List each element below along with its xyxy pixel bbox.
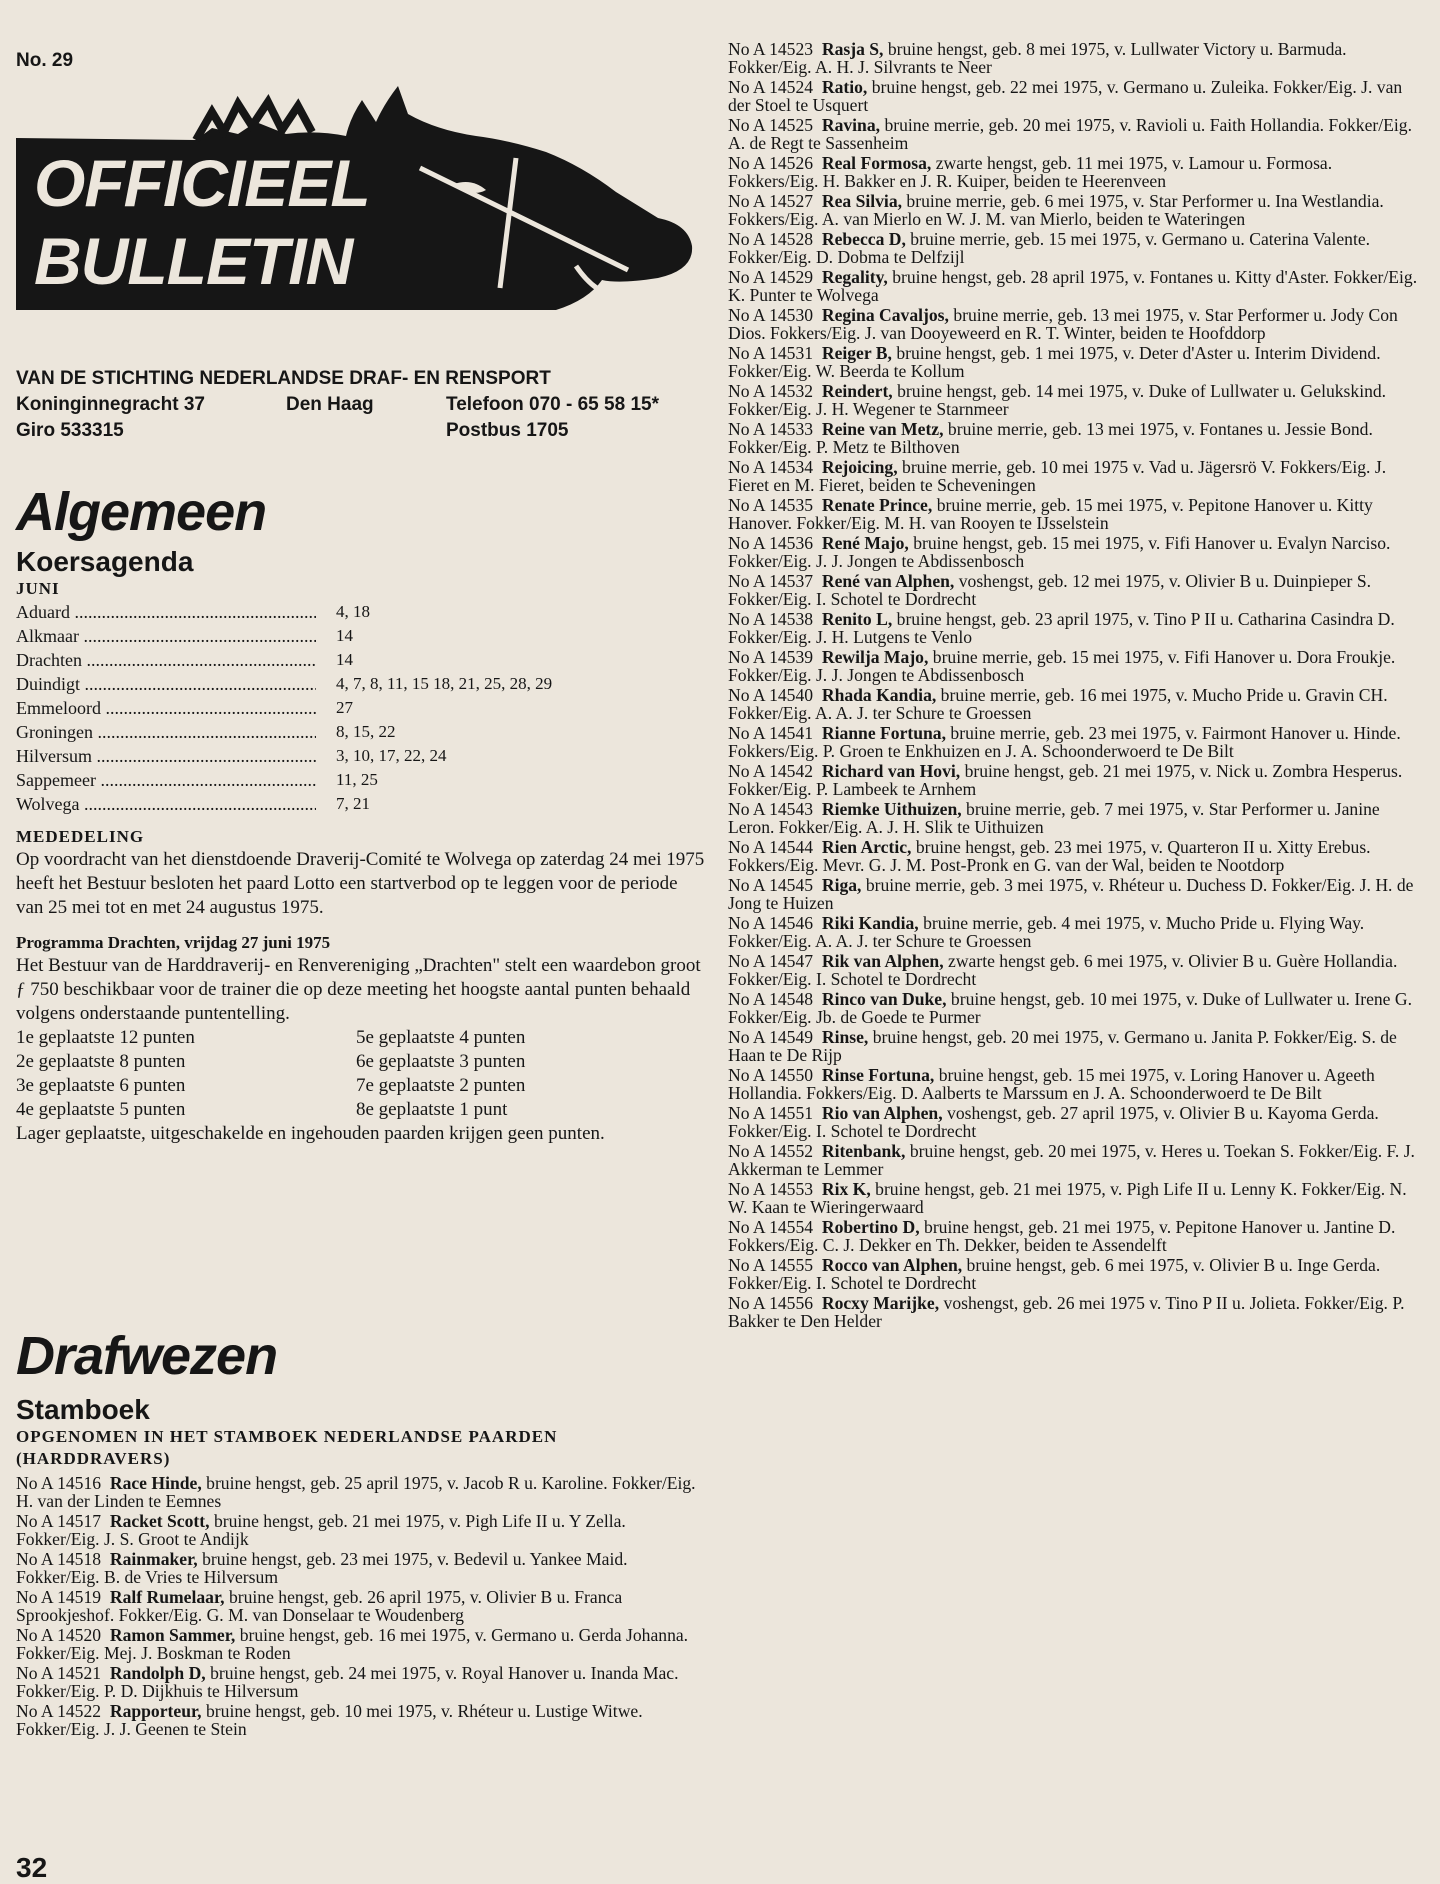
list-item: [728, 648, 1422, 684]
horse-name: Rinco van Duke,: [821, 989, 947, 1009]
entry-text: bruine hengst, geb. 24 mei 1975, v. Royal Hanover u. Inanda Mac. Fokker/Eig. P. D. Dijkhuis te Hilversum: [16, 1663, 679, 1701]
list-item: [728, 154, 1422, 190]
entry-text: bruine hengst, geb. 16 mei 1975, v. Germano u. Gerda Johanna. Fokker/Eig. Mej. J. Boskman te Roden: [16, 1625, 689, 1663]
list-item: [16, 1626, 706, 1662]
horse-name: Rix K,: [821, 1179, 871, 1199]
entry-text: bruine hengst, geb. 25 april 1975, v. Jacob R u. Karoline. Fokker/Eig. H. van der Linden te Eemnes: [16, 1473, 696, 1511]
entry-text: bruine merrie, geb. 4 mei 1975, v. Mucho Pride u. Flying Way. Fokker/Eig. A. A. J. ter Schure te Groessen: [728, 913, 1365, 951]
entry-text: zwarte hengst, geb. 11 mei 1975, v. Lamour u. Formosa. Fokkers/Eig. H. Bakker en J. R. Kuiper, beiden te Heerenveen: [728, 153, 1333, 191]
entry-text: bruine merrie, geb. 15 mei 1975, v. Germano u. Caterina Valente. Fokker/Eig. D. Dobma te Delfzijl: [728, 229, 1371, 267]
entry-number: No A 14550: [728, 1065, 814, 1085]
horse-name: Racket Scott,: [109, 1511, 210, 1531]
entry-text: bruine merrie, geb. 15 mei 1975, v. Pepitone Hanover u. Kitty Hanover. Fokker/Eig. M. H. van Rooyen te IJsselstein: [728, 495, 1373, 533]
entry-text: bruine hengst, geb. 26 april 1975, v. Olivier B u. Franca Sprookjeshof. Fokker/Eig. G. M. van Donselaar te Woudenberg: [16, 1587, 623, 1625]
horse-name: Renito L,: [821, 609, 893, 629]
entry-number: No A 14521: [16, 1663, 102, 1683]
postbox: Postbus 1705: [446, 420, 569, 441]
drafwezen-section: [16, 1326, 706, 1740]
list-item: [16, 1512, 706, 1548]
left-entry-list: [16, 1474, 706, 1738]
mededeling-heading: MEDEDELING: [16, 827, 145, 846]
entry-text: bruine hengst, geb. 23 mei 1975, v. Bedevil u. Yankee Maid. Fokker/Eig. B. de Vries te Hilversum: [16, 1549, 628, 1587]
horse-name: Rapporteur,: [109, 1701, 202, 1721]
entry-number: No A 14542: [728, 761, 814, 781]
list-item: [728, 1142, 1422, 1178]
entry-number: No A 14551: [728, 1103, 814, 1123]
list-item: [728, 1294, 1422, 1330]
bulletin-logo: [16, 74, 696, 370]
entry-number: No A 14523: [728, 39, 814, 59]
entry-number: No A 14548: [728, 989, 814, 1009]
stamboek-subtitle: OPGENOMEN IN HET STAMBOEK NEDERLANDSE PAARDEN (HARDDRAVERS): [16, 1427, 558, 1468]
horse-name: Regina Cavaljos,: [821, 305, 949, 325]
entry-text: bruine hengst, geb. 8 mei 1975, v. Lullwater Victory u. Barmuda. Fokker/Eig. A. H. J. Silvrants te Neer: [728, 39, 1347, 77]
entry-text: bruine hengst, geb. 22 mei 1975, v. Germano u. Zuleika. Fokker/Eig. J. van der Stoel te Usquert: [728, 77, 1403, 115]
entry-number: No A 14553: [728, 1179, 814, 1199]
list-item: [728, 1218, 1422, 1254]
logo-line1: OFFICIEEL: [34, 146, 370, 220]
entry-text: bruine hengst, geb. 15 mei 1975, v. Loring Hanover u. Ageeth Hollandia. Fokkers/Eig. D. Aalberts te Marssum en J. A. Schoonderwoerd te De Bilt: [728, 1065, 1375, 1103]
right-entry-list: [728, 40, 1422, 1332]
agenda-row: Duindigt ..... 4, 7, 8, 11, 15 18, 21, 25, 28, 29: [16, 672, 706, 696]
issue-number: No. 29: [16, 50, 74, 71]
list-item: [16, 1474, 706, 1510]
entry-number: No A 14531: [728, 343, 814, 363]
horse-name: Rainmaker,: [109, 1549, 198, 1569]
algemeen-heading: Algemeen: [16, 482, 267, 542]
entry-text: voshengst, geb. 26 mei 1975 v. Tino P II u. Jolieta. Fokker/Eig. P. Bakker te Den Helder: [728, 1293, 1405, 1331]
list-item: [728, 306, 1422, 342]
list-item: [16, 1588, 706, 1624]
list-item: [728, 40, 1422, 76]
points-cell: 8e geplaatste 1 punt: [356, 1099, 508, 1120]
entry-number: No A 14524: [728, 77, 814, 97]
horse-name: Rasja S,: [821, 39, 884, 59]
algemeen-section: [16, 482, 706, 1146]
entry-number: No A 14547: [728, 951, 814, 971]
horse-name: Rio van Alphen,: [821, 1103, 943, 1123]
horse-name: Rebecca D,: [821, 229, 906, 249]
entry-text: bruine hengst, geb. 21 mei 1975, v. Pepitone Hanover u. Jantine D. Fokkers/Eig. C. J. Dekker en Th. Dekker, beiden te Assendelft: [728, 1217, 1396, 1255]
entry-text: bruine merrie, geb. 13 mei 1975, v. Star Performer u. Jody Con Dios. Fokkers/Eig. J. van Dooyeweerd en R. T. Winter, beiden te Hoofddorp: [728, 305, 1398, 343]
list-item: [728, 230, 1422, 266]
entry-number: No A 14538: [728, 609, 814, 629]
entry-number: No A 14518: [16, 1549, 102, 1569]
entry-text: bruine hengst, geb. 28 april 1975, v. Fontanes u. Kitty d'Aster. Fokker/Eig. K. Punter te Wolvega: [728, 267, 1418, 305]
horse-name: Rik van Alphen,: [821, 951, 944, 971]
stamboek-heading: Stamboek: [16, 1394, 150, 1425]
programma-heading: Programma Drachten, vrijdag 27 juni 1975: [16, 933, 331, 952]
mededeling-text: Op voordracht van het dienstdoende Draverij-Comité te Wolvega op zaterdag 24 mei 1975 heeft het Bestuur besloten het paard Lotto een startverbod op te leggen voor de periode van 25 mei tot en met 24 augustus 1975.: [16, 849, 705, 918]
horse-name: Real Formosa,: [821, 153, 932, 173]
list-item: [728, 610, 1422, 646]
list-item: [728, 914, 1422, 950]
entry-number: No A 14522: [16, 1701, 102, 1721]
entry-text: bruine hengst, geb. 20 mei 1975, v. Germano u. Janita P. Fokker/Eig. S. de Haan te De Rijp: [728, 1027, 1397, 1065]
list-item: [728, 1028, 1422, 1064]
entry-text: bruine merrie, geb. 23 mei 1975, v. Fairmont Hanover u. Hinde. Fokkers/Eig. P. Groen te Enkhuizen en J. A. Schoonderwoerd te De Bilt: [728, 723, 1401, 761]
horse-name: Reiger B,: [821, 343, 892, 363]
horse-name: René Majo,: [821, 533, 909, 553]
horse-name: Rianne Fortuna,: [821, 723, 947, 743]
list-item: [728, 1066, 1422, 1102]
agenda-row: Hilversum ..... 3, 10, 17, 22, 24: [16, 744, 706, 768]
list-item: [728, 458, 1422, 494]
entry-text: bruine merrie, geb. 10 mei 1975 v. Vad u. Jägersrö V. Fokkers/Eig. J. Fieret en M. Fieret, beiden te Scheveningen: [728, 457, 1387, 495]
horse-name: Renate Prince,: [821, 495, 933, 515]
entry-number: No A 14529: [728, 267, 814, 287]
entry-text: bruine hengst, geb. 21 mei 1975, v. Pigh Life II u. Y Zella. Fokker/Eig. J. S. Groot te Andijk: [16, 1511, 626, 1549]
entry-text: bruine merrie, geb. 3 mei 1975, v. Rhéteur u. Duchess D. Fokker/Eig. J. H. de Jong te Huizen: [728, 875, 1414, 913]
entry-number: No A 14541: [728, 723, 814, 743]
list-item: [16, 1702, 706, 1738]
list-item: [16, 1664, 706, 1700]
agenda-row: Alkmaar ..... 14: [16, 624, 706, 648]
list-item: [16, 1550, 706, 1586]
points-cell: 6e geplaatste 3 punten: [356, 1051, 526, 1072]
page-number: 32: [16, 1852, 48, 1883]
horse-name: Rhada Kandia,: [821, 685, 937, 705]
entry-number: No A 14552: [728, 1141, 814, 1161]
logo-line2: BULLETIN: [34, 224, 353, 298]
entry-text: bruine hengst, geb. 23 april 1975, v. Tino P II u. Catharina Casindra D. Fokker/Eig. J. H. Lutgens te Venlo: [728, 609, 1395, 647]
agenda-row: Aduard ..... 4, 18: [16, 600, 706, 624]
entry-text: bruine hengst, geb. 23 mei 1975, v. Quarteron II u. Xitty Erebus. Fokkers/Eig. Mevr. G. J. M. Post-Pronk en G. van der Wal, beiden te Nootdorp: [728, 837, 1371, 875]
entry-text: zwarte hengst geb. 6 mei 1975, v. Olivier B u. Guère Hollandia. Fokker/Eig. I. Schotel te Dordrecht: [728, 951, 1398, 989]
points-note: Lager geplaatste, uitgeschakelde en ingehouden paarden krijgen geen punten.: [16, 1123, 605, 1144]
entry-text: bruine hengst, geb. 10 mei 1975, v. Rhéteur u. Lustige Witwe. Fokker/Eig. J. J. Geenen te Stein: [16, 1701, 643, 1739]
entry-text: bruine merrie, geb. 6 mei 1975, v. Star Performer u. Ina Westlandia. Fokkers/Eig. A. van Mierlo en W. J. M. van Mierlo, beiden te Wateringen: [728, 191, 1384, 229]
entry-text: bruine hengst, geb. 10 mei 1975, v. Duke of Lullwater u. Irene G. Fokker/Eig. Jb. de Goede te Purmer: [728, 989, 1412, 1027]
list-item: [728, 1256, 1422, 1292]
agenda-row: Drachten ..... 14: [16, 648, 706, 672]
entry-number: No A 14525: [728, 115, 814, 135]
entry-number: No A 14520: [16, 1625, 102, 1645]
giro: Giro 533315: [16, 420, 124, 441]
points-cell: 2e geplaatste 8 punten: [16, 1051, 186, 1072]
entry-number: No A 14526: [728, 153, 814, 173]
list-item: [728, 78, 1422, 114]
city: Den Haag: [286, 394, 374, 415]
horse-name: Rea Silvia,: [821, 191, 903, 211]
org-name: VAN DE STICHTING NEDERLANDSE DRAF- EN RENSPORT: [16, 368, 551, 389]
entry-text: bruine merrie, geb. 15 mei 1975, v. Fifi Hanover u. Dora Froukje. Fokker/Eig. J. J. Jongen te Abdissenbosch: [728, 647, 1396, 685]
entry-text: bruine merrie, geb. 13 mei 1975, v. Fontanes u. Jessie Bond. Fokker/Eig. P. Metz te Bilthoven: [728, 419, 1373, 457]
list-item: [728, 344, 1422, 380]
entry-number: No A 14533: [728, 419, 814, 439]
entry-text: bruine hengst, geb. 21 mei 1975, v. Nick u. Zombra Hesperus. Fokker/Eig. P. Lambeek te Arnhem: [728, 761, 1403, 799]
entry-number: No A 14537: [728, 571, 814, 591]
list-item: [728, 496, 1422, 532]
horse-name: Rewilja Majo,: [821, 647, 929, 667]
horse-name: Ralf Rumelaar,: [109, 1587, 225, 1607]
entry-text: bruine hengst, geb. 21 mei 1975, v. Pigh Life II u. Lenny K. Fokker/Eig. N. W. Kaan te Wieringerwaard: [728, 1179, 1407, 1217]
horse-name: Ritenbank,: [821, 1141, 906, 1161]
entry-number: No A 14545: [728, 875, 814, 895]
entry-text: bruine hengst, geb. 15 mei 1975, v. Fifi Hanover u. Evalyn Narciso. Fokker/Eig. J. J. Jongen te Abdissenbosch: [728, 533, 1391, 571]
koersagenda-heading: Koersagenda: [16, 546, 194, 577]
entry-text: voshengst, geb. 12 mei 1975, v. Olivier B u. Duinpieper S. Fokker/Eig. I. Schotel te Dordrecht: [728, 571, 1372, 609]
list-item: [728, 534, 1422, 570]
points-cell: 5e geplaatste 4 punten: [356, 1027, 526, 1048]
entry-number: No A 14517: [16, 1511, 102, 1531]
horse-name: Riki Kandia,: [821, 913, 919, 933]
points-cell: 1e geplaatste 12 punten: [16, 1027, 195, 1048]
entry-number: No A 14539: [728, 647, 814, 667]
entry-text: bruine hengst, geb. 6 mei 1975, v. Olivier B u. Inge Gerda. Fokker/Eig. I. Schotel te Dordrecht: [728, 1255, 1381, 1293]
entry-number: No A 14532: [728, 381, 814, 401]
list-item: [728, 990, 1422, 1026]
entry-text: bruine merrie, geb. 7 mei 1975, v. Star Performer u. Janine Leron. Fokker/Eig. A. J. H. Slik te Uithuizen: [728, 799, 1380, 837]
entry-number: No A 14516: [16, 1473, 102, 1493]
list-item: [728, 192, 1422, 228]
horse-name: Ravina,: [821, 115, 881, 135]
agenda-row: Emmeloord ..... 27: [16, 696, 706, 720]
entry-number: No A 14549: [728, 1027, 814, 1047]
list-item: [728, 800, 1422, 836]
entry-text: bruine hengst, geb. 14 mei 1975, v. Duke of Lullwater u. Gelukskind. Fokker/Eig. J. H. Wegener te Starnmeer: [728, 381, 1387, 419]
horse-name: Reindert,: [821, 381, 893, 401]
list-item: [728, 572, 1422, 608]
entry-number: No A 14530: [728, 305, 814, 325]
entry-number: No A 14556: [728, 1293, 814, 1313]
masthead: [16, 366, 706, 444]
entry-number: No A 14555: [728, 1255, 814, 1275]
points-cell: 7e geplaatste 2 punten: [356, 1075, 526, 1096]
horse-name: Rocxy Marijke,: [821, 1293, 940, 1313]
agenda-row: Wolvega ..... 7, 21: [16, 792, 706, 816]
entry-number: No A 14528: [728, 229, 814, 249]
agenda-list: [16, 600, 706, 816]
list-item: [728, 1180, 1422, 1216]
list-item: [728, 268, 1422, 304]
entry-text: bruine merrie, geb. 16 mei 1975, v. Mucho Pride u. Gravin CH. Fokker/Eig. A. A. J. ter Schure te Groessen: [728, 685, 1388, 723]
entry-number: No A 14554: [728, 1217, 814, 1237]
agenda-row: Groningen ..... 8, 15, 22: [16, 720, 706, 744]
horse-name: Rocco van Alphen,: [821, 1255, 963, 1275]
list-item: [728, 876, 1422, 912]
entry-number: No A 14544: [728, 837, 814, 857]
agenda-month: JUNI: [16, 579, 60, 598]
entry-text: bruine hengst, geb. 1 mei 1975, v. Deter d'Aster u. Interim Dividend. Fokker/Eig. W. Beerda te Kollum: [728, 343, 1381, 381]
list-item: [728, 724, 1422, 760]
list-item: [728, 116, 1422, 152]
horse-name: Reine van Metz,: [821, 419, 944, 439]
entry-number: No A 14519: [16, 1587, 102, 1607]
list-item: [728, 952, 1422, 988]
horse-name: Rien Arctic,: [821, 837, 912, 857]
list-item: [728, 762, 1422, 798]
entry-text: bruine merrie, geb. 20 mei 1975, v. Ravioli u. Faith Hollandia. Fokker/Eig. A. de Regt te Sassenheim: [728, 115, 1412, 153]
points-cell: 4e geplaatste 5 punten: [16, 1099, 186, 1120]
agenda-row: Sappemeer ..... 11, 25: [16, 768, 706, 792]
programma-text: Het Bestuur van de Harddraverij- en Renvereniging „Drachten" stelt een waardebon groot ƒ 750 beschikbaar voor de trainer die op deze meeting het hoogste aantal punten behaald volgens onderstaande puntentelling.: [16, 955, 701, 1024]
entry-number: No A 14546: [728, 913, 814, 933]
entry-number: No A 14534: [728, 457, 814, 477]
list-item: [728, 838, 1422, 874]
horse-name: Randolph D,: [109, 1663, 206, 1683]
list-item: [728, 420, 1422, 456]
horse-name: Race Hinde,: [109, 1473, 202, 1493]
address: Koninginnegracht 37: [16, 394, 205, 415]
horse-name: Richard van Hovi,: [821, 761, 961, 781]
list-item: [728, 1104, 1422, 1140]
entry-text: voshengst, geb. 27 april 1975, v. Olivier B u. Kayoma Gerda. Fokker/Eig. I. Schotel te Dordrecht: [728, 1103, 1379, 1141]
horse-name: Riga,: [821, 875, 862, 895]
list-item: [728, 382, 1422, 418]
entry-number: No A 14535: [728, 495, 814, 515]
horse-name: Riemke Uithuizen,: [821, 799, 962, 819]
horse-name: Ratio,: [821, 77, 868, 97]
entry-number: No A 14527: [728, 191, 814, 211]
list-item: [728, 686, 1422, 722]
horse-name: Rejoicing,: [821, 457, 898, 477]
entry-text: bruine hengst, geb. 20 mei 1975, v. Heres u. Toekan S. Fokker/Eig. F. J. Akkerman te Lemmer: [728, 1141, 1415, 1179]
entry-number: No A 14536: [728, 533, 814, 553]
points-cell: 3e geplaatste 6 punten: [16, 1075, 186, 1096]
horse-name: Ramon Sammer,: [109, 1625, 236, 1645]
phone: Telefoon 070 - 65 58 15*: [446, 394, 659, 415]
horse-name: René van Alphen,: [821, 571, 955, 591]
horse-name: Regality,: [821, 267, 888, 287]
horse-name: Rinse,: [821, 1027, 869, 1047]
horse-name: Rinse Fortuna,: [821, 1065, 935, 1085]
drafwezen-heading: Drafwezen: [16, 1326, 278, 1386]
entry-number: No A 14543: [728, 799, 814, 819]
entry-number: No A 14540: [728, 685, 814, 705]
horse-name: Robertino D,: [821, 1217, 920, 1237]
points-table: [16, 1026, 706, 1122]
